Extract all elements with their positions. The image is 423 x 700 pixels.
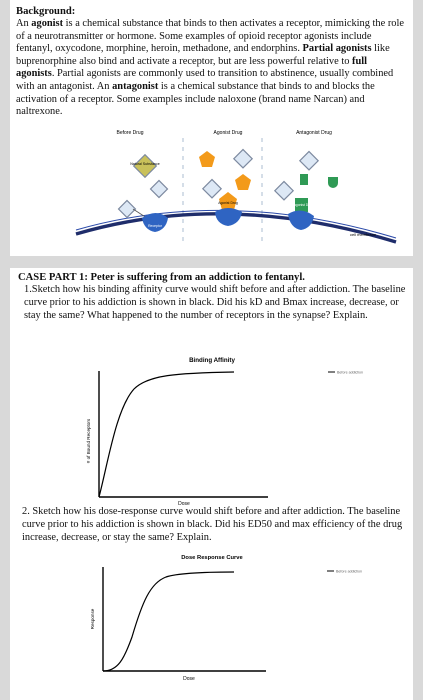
substance-diamond-1 bbox=[151, 181, 168, 198]
background-card bbox=[10, 0, 413, 256]
case-title: CASE PART 1: Peter is suffering from an addiction to fentanyl. bbox=[18, 272, 305, 283]
receptor-3 bbox=[288, 210, 314, 230]
binding-affinity-chart bbox=[16, 353, 407, 511]
term-full-agonists: full agonists bbox=[16, 55, 368, 80]
label-agonist-drug: Agonist Drug bbox=[213, 130, 243, 136]
receptor-diagram bbox=[16, 124, 407, 254]
natural-substance-diamond bbox=[130, 155, 160, 178]
chart2-title: Dose Response Curve bbox=[181, 555, 243, 561]
antagonist-diamond-2 bbox=[275, 182, 293, 200]
agonist-diamond-1 bbox=[234, 150, 252, 168]
agonist-diamond-2 bbox=[203, 180, 221, 198]
term-antagonist: antagonist bbox=[112, 80, 159, 92]
label-cell-membrane: cell membrane bbox=[350, 232, 377, 237]
chart2-legend-label: Before addiction bbox=[336, 569, 362, 574]
label-antagonist-drug: Antagonist Drug bbox=[296, 130, 332, 136]
dose-response-chart bbox=[16, 553, 407, 683]
chart2-baseline-curve bbox=[103, 572, 234, 671]
chart2-ylabel: Response bbox=[90, 608, 95, 630]
question-2: 2. Sketch how his dose-response curve would shift before and after addiction. The baseline curve prior to his addiction is shown in black. Did his ED50 and max efficiency of the drug increase, decrease, or stay the same? Explain. bbox=[22, 506, 403, 543]
receptor-2 bbox=[215, 208, 242, 226]
chart1-baseline-curve bbox=[99, 372, 234, 497]
chart1-legend-label: Before addiction bbox=[337, 370, 363, 375]
agonist-pentagon-2 bbox=[235, 174, 251, 190]
question-1: 1.Sketch how his binding affinity curve would shift before and after addiction. The baseline curve prior to his addiction is shown in black. Did his kD and Bmax increase, decrease, or stay the same? What happened to the number of receptors in the synapse? Explain. bbox=[24, 284, 406, 321]
term-agonist: agonist bbox=[31, 18, 64, 29]
antagonist-diamond-1 bbox=[300, 152, 318, 170]
svg-text:Natural Substance: Natural Substance bbox=[130, 162, 160, 166]
antagonist-cup bbox=[328, 177, 338, 188]
svg-text:Antagonist Drug: Antagonist Drug bbox=[288, 203, 314, 207]
background-heading: Background: bbox=[16, 6, 76, 17]
label-before-drug: Before Drug bbox=[116, 130, 144, 136]
chart2-xlabel: Dose bbox=[183, 676, 195, 682]
substance-diamond-2 bbox=[119, 201, 136, 218]
agonist-pentagon-1 bbox=[199, 151, 215, 167]
antagonist-block-1 bbox=[300, 174, 308, 185]
receptor-1 bbox=[142, 213, 168, 232]
svg-text:Receptor: Receptor bbox=[148, 224, 162, 228]
background-paragraph: An agonist is a chemical substance that binds to then activates a receptor, mimicking the role of a neurotransmitter or hormone. Some examples of opioid receptor agonists include fentanyl, oxycodone, morphine, heroin, methadone, and endorphins. Partial agonists like buprenorphine also bind and activate a receptor, but are less powerful relative to full agonists. Partial agonists are commonly used to transition to abstinence, usually combined with an antagonist. An antagonist is a chemical substance that binds to and blocks the activation of a receptor. Some examples include naloxone (brand name Narcan) and naltrexone. bbox=[16, 18, 404, 118]
term-partial-agonists: Partial agonists bbox=[302, 43, 372, 55]
chart1-title: Binding Affinity bbox=[189, 357, 235, 364]
svg-text:Agonist Drug: Agonist Drug bbox=[218, 201, 238, 205]
case-card bbox=[10, 268, 413, 700]
chart1-xlabel: Dose bbox=[178, 501, 190, 507]
chart1-ylabel: # of Bound Receptors bbox=[86, 418, 91, 464]
